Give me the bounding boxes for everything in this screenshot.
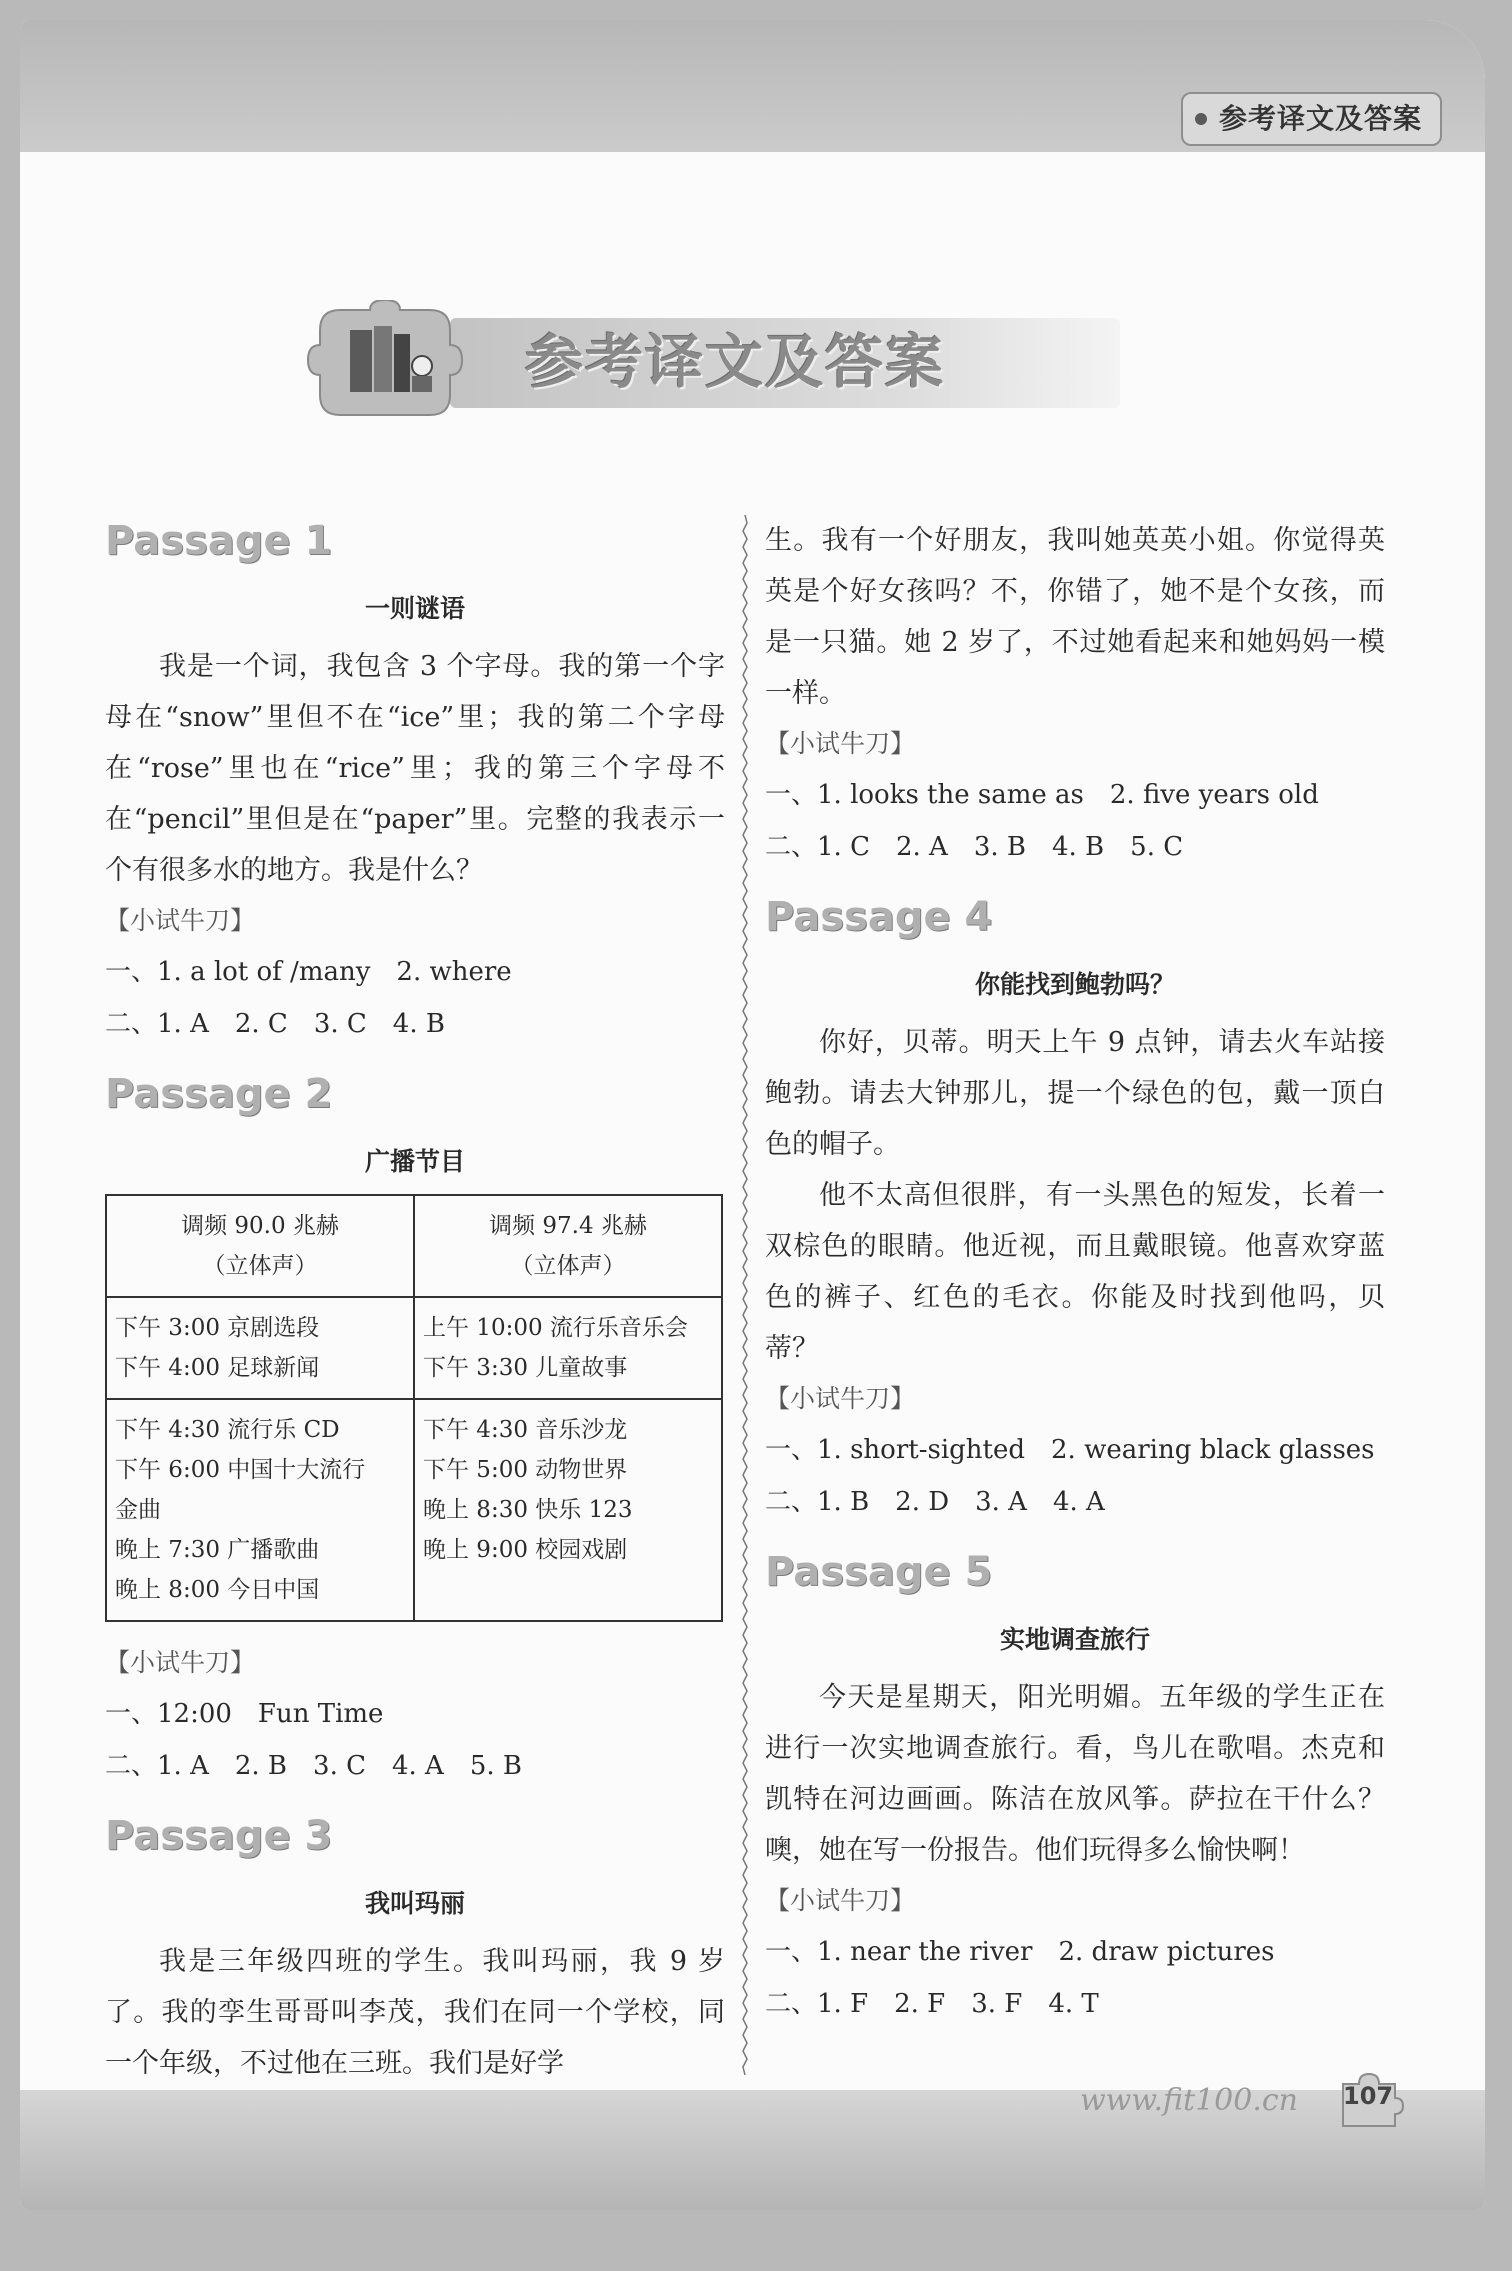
column-divider: [742, 515, 748, 2075]
passage-5-answer-1: 一、1. near the river 2. draw pictures: [765, 1937, 1275, 1967]
passage-3-text: 我是三年级四班的学生。我叫玛丽，我 9 岁了。我的孪生哥哥叫李茂，我们在同一个学校，同一个年级，不过他在三班。我们是好学: [105, 1946, 725, 2079]
table-cell: 下午 4:30 流行乐 CD 下午 6:00 中国十大流行 金曲 晚上 7:30 广播歌曲 晚上 8:00 今日中国: [106, 1399, 414, 1621]
passage-1-text: 我是一个词，我包含 3 个字母。我的第一个字母在“snow”里但不在“ice”里；我的第二个字母在“rose”里也在“rice”里；我的第三个字母不在“pencil”里但是在“paper”里。完整的我表示一个有很多水的地方。我是什么？: [105, 651, 725, 886]
passage-4-answer-2: 二、1. B 2. D 3. A 4. A: [765, 1487, 1105, 1517]
table-header-fm90: 调频 90.0 兆赫 （立体声）: [106, 1195, 414, 1297]
passage-5-title: 实地调查旅行: [999, 1625, 1150, 1654]
passage-2-exercise-label: 【小试牛刀】: [105, 1648, 256, 1677]
website-url: www.fit100.cn: [1080, 2083, 1298, 2118]
passage-1-exercise-label: 【小试牛刀】: [105, 906, 256, 935]
passage-2-answer-1: 一、12:00 Fun Time: [105, 1699, 384, 1729]
passage-2-title: 广播节目: [364, 1147, 465, 1176]
section-tab: [1181, 92, 1442, 146]
passage-1-answer-2: 二、1. A 2. C 3. C 4. B: [105, 1009, 445, 1039]
left-column: [105, 515, 725, 2089]
passage-1-answer-1: 一、1. a lot of /many 2. where: [105, 957, 512, 987]
passage-3-heading: Passage 3: [105, 1813, 333, 1859]
passage-2-answer-2: 二、1. A 2. B 3. C 4. A 5. B: [105, 1751, 523, 1781]
passage-4-text-2: 他不太高但很胖，有一头黑色的短发，长着一双棕色的眼睛。他近视，而且戴眼镜。他喜欢穿蓝色的裤子、红色的毛衣。你能及时找到他吗，贝蒂？: [765, 1180, 1385, 1364]
passage-5-text: 今天是星期天，阳光明媚。五年级的学生正在进行一次实地调查旅行。看，鸟儿在歌唱。杰克和凯特在河边画画。陈洁在放风筝。萨拉在干什么？噢，她在写一份报告。他们玩得多么愉快啊！: [765, 1682, 1385, 1866]
passage-4-title: 你能找到鲍勃吗？: [974, 970, 1175, 999]
passage-4-heading: Passage 4: [765, 894, 993, 940]
header-banner: [300, 300, 1120, 420]
table-header-fm97: 调频 97.4 兆赫 （立体声）: [414, 1195, 722, 1297]
passage-1-heading: Passage 1: [105, 518, 333, 564]
passage-5-exercise-label: 【小试牛刀】: [765, 1886, 916, 1915]
table-cell: 上午 10:00 流行乐音乐会 下午 3:30 儿童故事: [414, 1297, 722, 1399]
section-tab-label: 参考译文及答案: [1218, 102, 1422, 135]
passage-4-text-1: 你好，贝蒂。明天上午 9 点钟，请去火车站接鲍勃。请去大钟那儿，提一个绿色的包，戴一顶白色的帽子。: [765, 1027, 1385, 1160]
right-column: [765, 515, 1385, 2030]
passage-4-answer-1: 一、1. short-sighted 2. wearing black glasses: [765, 1435, 1375, 1465]
passage-3-answer-1: 一、1. looks the same as 2. five years old: [765, 780, 1319, 810]
table-cell: 下午 4:30 音乐沙龙 下午 5:00 动物世界 晚上 8:30 快乐 123 晚上 9:00 校园戏剧: [414, 1399, 722, 1621]
passage-3-text-continued: 生。我有一个好朋友，我叫她英英小姐。你觉得英英是个好女孩吗？不，你错了，她不是个女孩，而是一只猫。她 2 岁了，不过她看起来和她妈妈一模一样。: [765, 525, 1385, 709]
bullet-icon: [1195, 113, 1207, 125]
passage-3-exercise-label: 【小试牛刀】: [765, 729, 916, 758]
radio-schedule-table: [105, 1194, 723, 1622]
puzzle-book-icon: [300, 300, 500, 420]
page-number: 107: [1343, 2082, 1394, 2110]
passage-2-heading: Passage 2: [105, 1071, 333, 1117]
passage-3-answer-2: 二、1. C 2. A 3. B 4. B 5. C: [765, 832, 1184, 862]
passage-5-heading: Passage 5: [765, 1549, 993, 1595]
passage-3-title: 我叫玛丽: [364, 1889, 465, 1918]
passage-1-title: 一则谜语: [364, 594, 465, 623]
banner-title: 参考译文及答案: [525, 328, 946, 396]
passage-4-exercise-label: 【小试牛刀】: [765, 1384, 916, 1413]
table-cell: 下午 3:00 京剧选段 下午 4:00 足球新闻: [106, 1297, 414, 1399]
passage-5-answer-2: 二、1. F 2. F 3. F 4. T: [765, 1989, 1099, 2019]
